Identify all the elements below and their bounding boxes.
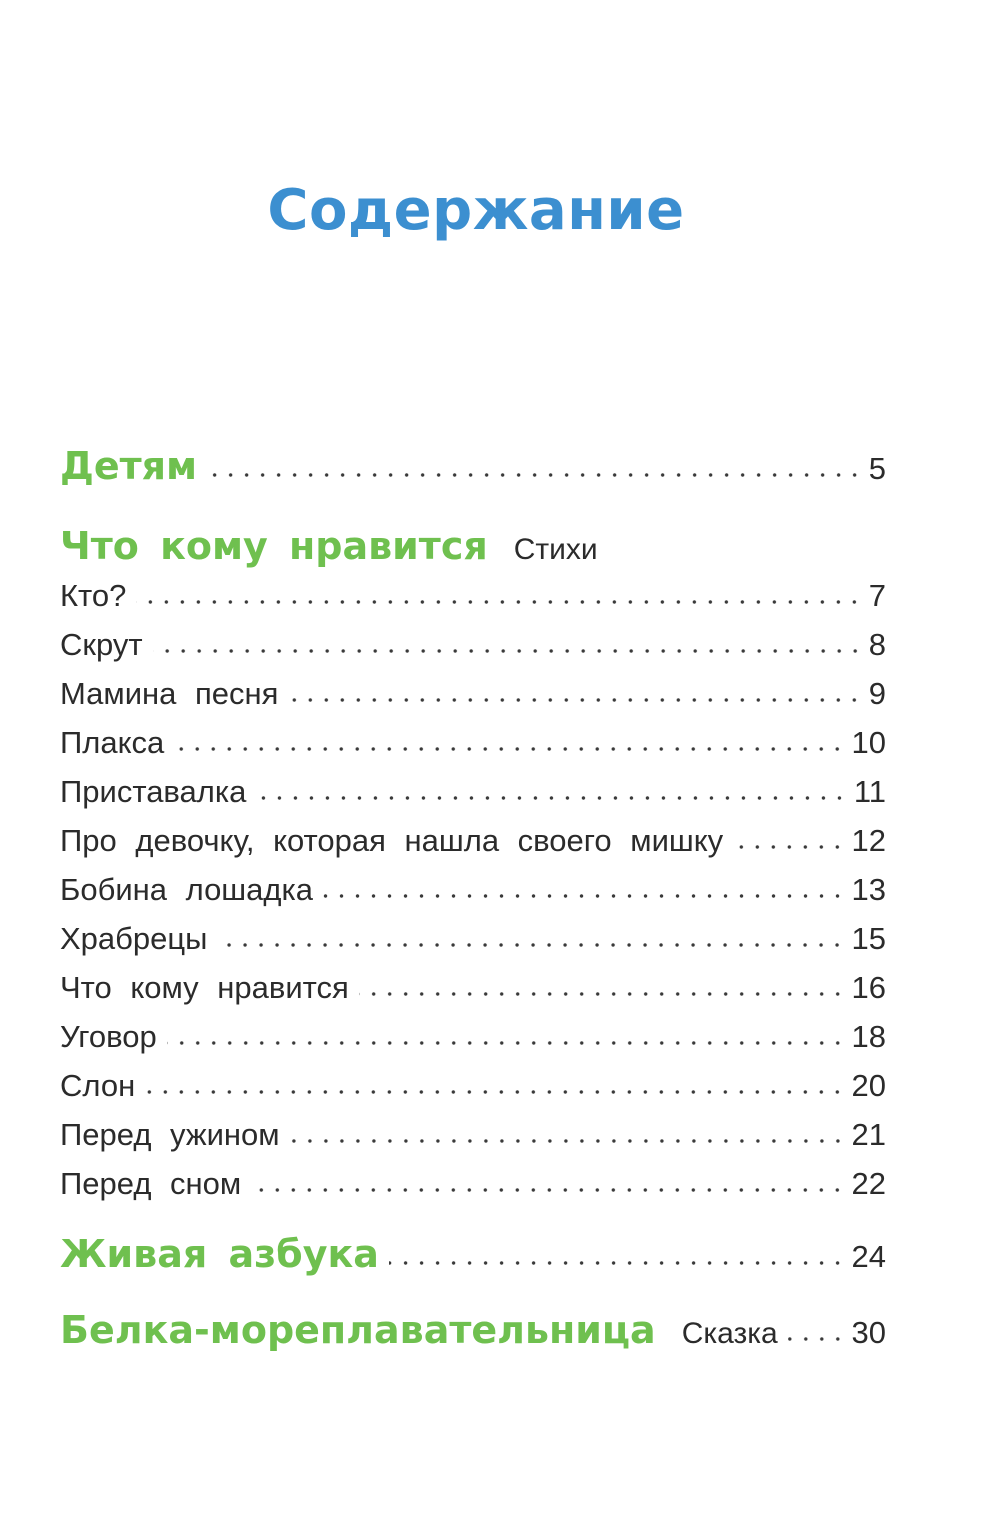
dot-leader bbox=[153, 649, 863, 653]
dot-leader bbox=[217, 943, 845, 947]
toc-entry[interactable] bbox=[60, 1166, 886, 1202]
page-number: 18 bbox=[851, 1019, 886, 1054]
dot-leader bbox=[733, 845, 845, 849]
page-number: 24 bbox=[851, 1239, 886, 1274]
entry-title: Мамина песня bbox=[60, 676, 279, 711]
dot-leader bbox=[136, 600, 862, 604]
dot-leader bbox=[290, 1139, 846, 1143]
page-number: 12 bbox=[851, 823, 886, 858]
dot-leader bbox=[788, 1337, 846, 1341]
page-number: 16 bbox=[851, 970, 886, 1005]
section-title: Детям bbox=[60, 444, 198, 488]
entry-title: Кто? bbox=[60, 578, 127, 613]
page-number: 10 bbox=[851, 725, 886, 760]
toc-entry[interactable] bbox=[60, 578, 886, 614]
toc-entry[interactable] bbox=[60, 627, 886, 663]
section-title: Белка-мореплавательница bbox=[60, 1308, 656, 1352]
toc-entry[interactable] bbox=[60, 676, 886, 712]
toc-section-zhivaya-azbuka[interactable] bbox=[60, 1232, 886, 1276]
toc-entry[interactable] bbox=[60, 1019, 886, 1055]
dot-leader bbox=[167, 1041, 846, 1045]
dot-leader bbox=[288, 698, 862, 702]
page-number: 7 bbox=[868, 578, 886, 613]
toc-section-belka[interactable] bbox=[60, 1308, 886, 1352]
toc-entry[interactable] bbox=[60, 725, 886, 761]
page-number: 21 bbox=[851, 1117, 886, 1152]
toc-entry[interactable] bbox=[60, 774, 886, 810]
entry-title: Бобина лошадка bbox=[60, 872, 313, 907]
toc-entry[interactable] bbox=[60, 1068, 886, 1104]
toc-entry[interactable] bbox=[60, 970, 886, 1006]
dot-leader bbox=[145, 1090, 845, 1094]
dot-leader bbox=[323, 894, 846, 898]
dot-leader bbox=[359, 992, 846, 996]
toc-entry[interactable] bbox=[60, 1117, 886, 1153]
page-number: 11 bbox=[853, 774, 886, 809]
page-number: 20 bbox=[851, 1068, 886, 1103]
page-number: 22 bbox=[851, 1166, 886, 1201]
page-number: 5 bbox=[868, 451, 886, 486]
page-number: 8 bbox=[868, 627, 886, 662]
page-number: 30 bbox=[851, 1315, 886, 1350]
entry-title: Приставалка bbox=[60, 774, 247, 809]
section-subtitle: Стихи bbox=[513, 533, 598, 566]
toc-entry[interactable] bbox=[60, 921, 886, 957]
page-number: 9 bbox=[868, 676, 886, 711]
toc-section-chto-komu-nravitsya[interactable] bbox=[60, 524, 886, 568]
entry-title: Уговор bbox=[60, 1019, 157, 1054]
toc-section-detyam[interactable] bbox=[60, 444, 886, 488]
section-subtitle: Сказка bbox=[681, 1317, 778, 1350]
entry-title: Храбрецы bbox=[60, 921, 208, 956]
entry-title: Скрут bbox=[60, 627, 143, 662]
dot-leader bbox=[207, 473, 863, 477]
page-number: 15 bbox=[851, 921, 886, 956]
entry-title: Что кому нравится bbox=[60, 970, 349, 1005]
entry-title: Плакса bbox=[60, 725, 165, 760]
page-number: 13 bbox=[851, 872, 886, 907]
page-title: Содержание bbox=[267, 178, 685, 243]
entry-title: Слон bbox=[60, 1068, 136, 1103]
toc-entry[interactable] bbox=[60, 872, 886, 908]
dot-leader bbox=[256, 796, 847, 800]
dot-leader bbox=[389, 1261, 846, 1265]
dot-leader bbox=[174, 747, 845, 751]
section-title: Живая азбука bbox=[60, 1232, 379, 1276]
dot-leader bbox=[251, 1188, 845, 1192]
section-title: Что кому нравится bbox=[60, 524, 488, 568]
entry-title: Перед ужином bbox=[60, 1117, 280, 1152]
entry-title: Про девочку, которая нашла своего мишку bbox=[60, 823, 724, 858]
entry-title: Перед сном bbox=[60, 1166, 242, 1201]
toc-entry[interactable] bbox=[60, 823, 886, 859]
